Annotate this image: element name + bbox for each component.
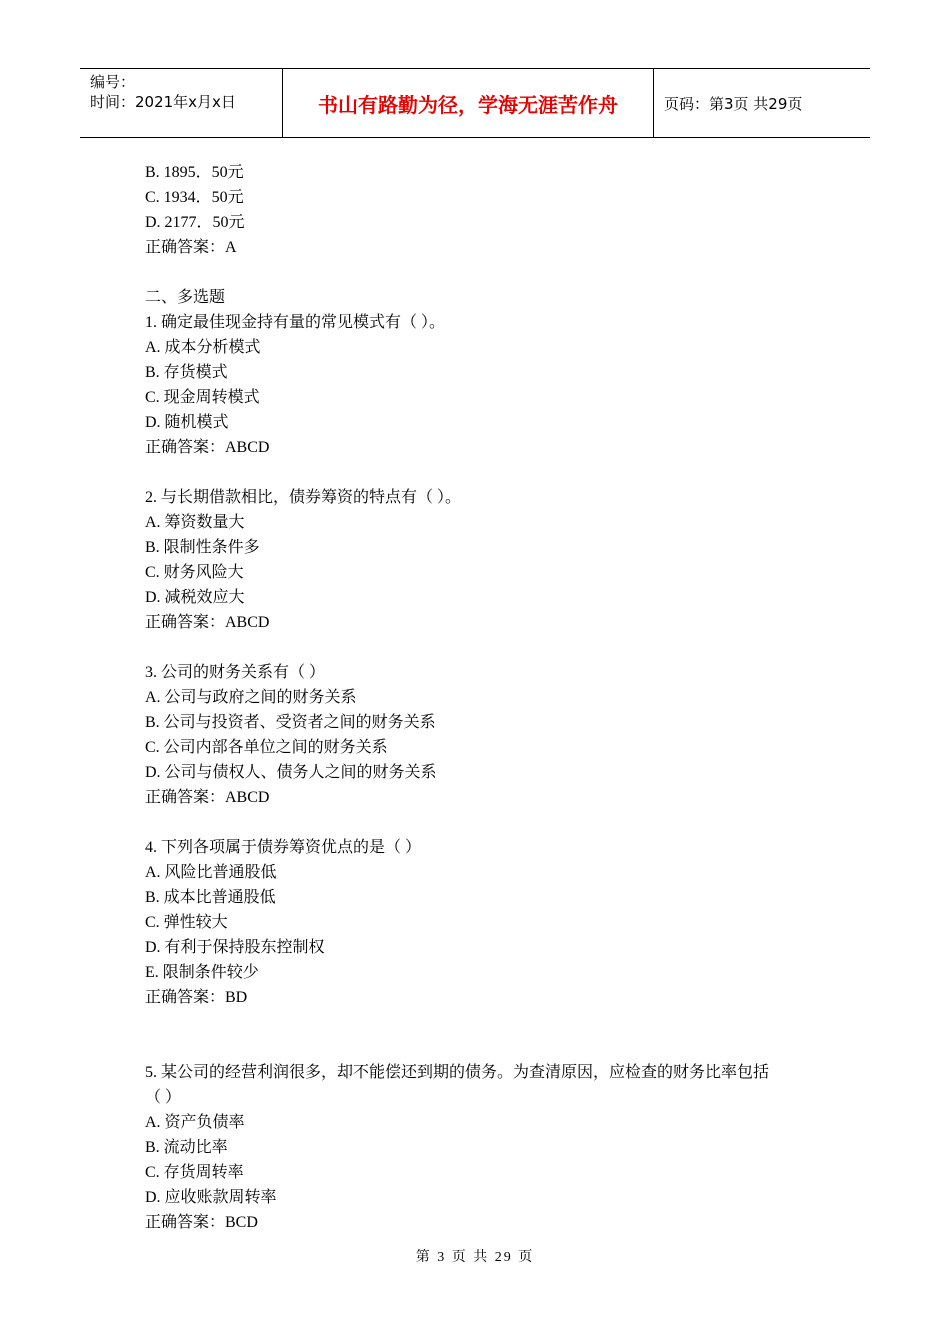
option-text: A. 风险比普通股低 [145,864,277,881]
question-stem: 1. 确定最佳现金持有量的常见模式有（ ）。 [145,314,446,331]
option-text: A. 筹资数量大 [145,514,245,531]
question-stem-continued: （ ） [145,1089,182,1106]
answer-text: 正确答案：ABCD [145,614,270,631]
answer-text: 正确答案：ABCD [145,789,270,806]
option-text: D. 有利于保持股东控制权 [145,939,325,956]
option-text: D. 公司与债权人、债务人之间的财务关系 [145,764,437,781]
option-text: B. 成本比普通股低 [145,889,276,906]
section-title: 二、多选题 [145,289,226,306]
option-text: C. 公司内部各单位之间的财务关系 [145,739,388,756]
option-text: C. 弹性较大 [145,914,228,931]
header-meta [80,69,282,137]
option-text: A. 成本分析模式 [145,339,261,356]
option-text: C. 存货周转率 [145,1164,244,1181]
option-text: D. 2177．50元 [145,214,245,231]
option-text: A. 资产负债率 [145,1114,245,1131]
option-text: B. 流动比率 [145,1139,228,1156]
page-header [80,68,870,138]
option-text: A. 公司与政府之间的财务关系 [145,689,357,706]
doc-number-label: 编号： [90,73,136,91]
answer-text: 正确答案：BD [145,989,248,1006]
option-text: D. 减税效应大 [145,589,245,606]
option-text: C. 1934．50元 [145,189,244,206]
option-text: B. 1895．50元 [145,164,244,181]
answer-text: 正确答案：ABCD [145,439,270,456]
option-text: D. 随机模式 [145,414,229,431]
header-motto: 书山有路勤为径，学海无涯苦作舟 [318,92,618,117]
option-text: E. 限制条件较少 [145,964,259,981]
answer-text: 正确答案：A [145,239,237,256]
header-motto-cell [282,69,654,137]
answer-text: 正确答案：BCD [145,1214,258,1231]
header-page-info: 页码：第3页 共29页 [664,94,803,113]
question-stem: 5. 某公司的经营利润很多，却不能偿还到期的债务。为查清原因，应检查的财务比率包括 [145,1064,770,1081]
question-stem: 2. 与长期借款相比，债券筹资的特点有（ ）。 [145,489,462,506]
document-body [145,160,825,1235]
page-footer: 第 3 页 共 29 页 [415,1250,535,1265]
option-text: B. 存货模式 [145,364,228,381]
option-text: D. 应收账款周转率 [145,1189,277,1206]
option-text: B. 限制性条件多 [145,539,260,556]
option-text: B. 公司与投资者、受资者之间的财务关系 [145,714,436,731]
option-text: C. 财务风险大 [145,564,244,581]
question-stem: 3. 公司的财务关系有（ ） [145,664,326,681]
question-stem: 4. 下列各项属于债券筹资优点的是（ ） [145,839,422,856]
option-text: C. 现金周转模式 [145,389,260,406]
doc-date: 时间：2021年x月x日 [90,93,236,111]
